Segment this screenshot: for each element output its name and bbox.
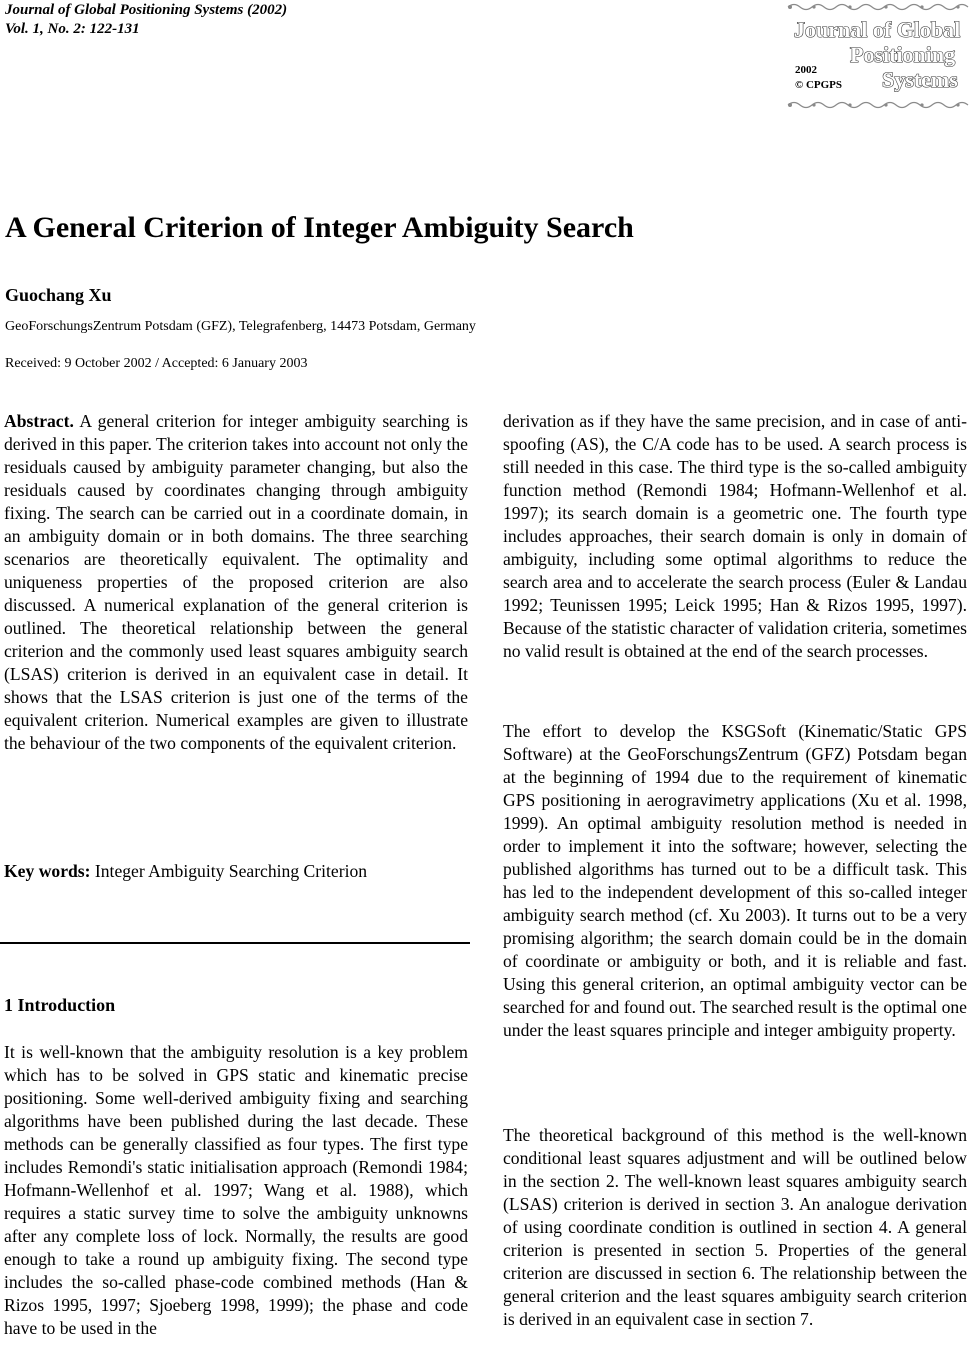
abstract-label: Abstract. [4,411,74,431]
journal-logo [784,0,970,112]
logo-year: 2002 [795,64,817,76]
intro-paragraph-1: It is well-known that the ambiguity resolution is a key problem which has to be solved in GPS static and kinematic precise positioning. Some well-derived ambiguity fixing and searching algorithms have been published during the last decade. These methods can be generally classified as four types. The first type includes Remondi's static initialisation approach (Remondi 1984; Hofmann-Wellenhof et al. 1997; Wang et al. 1988), which requires a static survey time to solve the ambiguity unknowns after any complete loss of lock. Normally, the results are good enough to take a round up ambiguity fixing. The second type includes the so-called phase-code combined methods (Han & Rizos 1995, 1997; Sjoeberg 1998, 1999); the phase and code have to be used in the [4,1042,468,1338]
keywords-text: Integer Ambiguity Searching Criterion [94,861,368,881]
logo-copyright: © CPGPS [795,79,843,91]
journal-volume: Vol. 1, No. 2: 122-131 [5,21,140,37]
keywords [4,860,468,883]
journal-reference [5,1,287,39]
logo-line1: Journal of Global [794,17,961,42]
intro-paragraph-1-continued: derivation as if they have the same precision, and in case of anti-spoofing (AS), the C/A code has to be used. A search process is still needed in this case. The third type is the so-called ambiguity function method (Remondi 1984; Hofmann-Wellenhof et al. 1997); its search domain is a geometric one. The fourth type includes approaches, their search domain is only in domain of ambiguity, including some optimal algorithms to reduce the search area and to accelerate the search process (Euler & Landau 1992; Teunissen 1995; Leick 1995; Han & Rizos 1995, 1997). Because of the statistic character of validation criteria, sometimes no valid result is obtained at the end of the search processes. [503,411,967,661]
keywords-label: Key words: [4,861,91,881]
paper-author: Guochang Xu [5,285,112,305]
received-dates: Received: 9 October 2002 / Accepted: 6 January 2003 [5,356,308,371]
section-heading-introduction: 1 Introduction [4,995,116,1015]
journal-name: Journal of Global Positioning Systems (2002) [5,2,288,18]
author-affiliation: GeoForschungsZentrum Potsdam (GFZ), Telegrafenberg, 14473 Potsdam, Germany [5,319,476,334]
logo-line2: Positioning [850,42,956,67]
logo-line3: Systems [882,67,958,92]
paper-title: A General Criterion of Integer Ambiguity Search [5,211,634,244]
abstract [4,410,468,755]
intro-paragraph-2: The effort to develop the KSGSoft (Kinematic/Static GPS Software) at the GeoForschungsZentrum (GFZ) Potsdam began at the beginning of 1994 due to the requirement of kinematic GPS positioning in aerogravimetry applications (Xu et al. 1998, 1999). An optimal ambiguity resolution method is needed in order to implement it into the software; however, selecting the published algorithms has turned out to be a difficult task. This has led to the independent development of this so-called integer ambiguity search method (cf. Xu 2003). It turns out to be a very promising algorithm; the search domain could be in the domain of coordinate or ambiguity or both, and it is reliable and fast. Using this general criterion, an optimal ambiguity vector can be searched for and found out. The searched result is the optimal one under the least squares principle and integer ambiguity property. [503,721,967,1040]
intro-paragraph-3: The theoretical background of this method is the well-known conditional least squares adjustment and will be outlined below in the section 2. The well-known least squares ambiguity search (LSAS) criterion is derived in section 3. An analogue derivation of using coordinate condition is outlined in section 4. A general criterion is presented in section 5. Properties of the general criterion are discussed in section 6. The relationship between the general criterion and the least squares ambiguity search criterion is derived in an equivalent case in section 7. [503,1125,967,1329]
abstract-text: A general criterion for integer ambiguity searching is derived in this paper. The criterion takes into account not only the residuals caused by ambiguity parameter changing, but also the residuals caused by coordinates changing through ambiguity fixing. The search can be carried out in a coordinate domain, in an ambiguity domain or in both domains. The three searching scenarios are theoretically equivalent. The optimality and uniqueness properties of the proposed criterion are also discussed. A numerical explanation of the general criterion is outlined. The theoretical relationship between the general criterion and the commonly used least squares ambiguity search (LSAS) criterion is derived in an equivalent case in detail. It shows that the LSAS criterion is just one of the terms of the equivalent criterion. Numerical examples are given to illustrate the behaviour of the two components of the equivalent criterion. [4,411,468,753]
section-divider [0,942,470,944]
